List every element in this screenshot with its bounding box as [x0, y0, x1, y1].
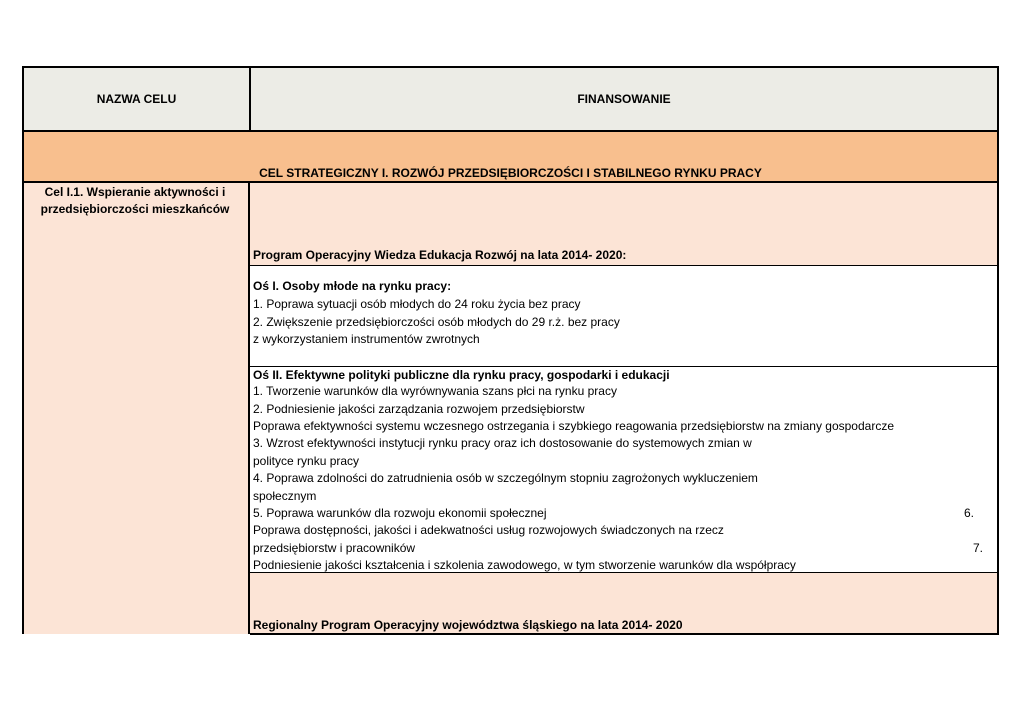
axis-2-line-6: 4. Poprawa zdolności do zatrudnienia osób w szczególnym stopniu zagrożonych wykluczeniem [253, 471, 758, 485]
axis-1-cell [250, 266, 999, 367]
goal-name-line-1: Cel I.1. Wspieranie aktywności i [44, 185, 226, 199]
goal-name-line-2: przedsiębiorczości mieszkańców [40, 202, 230, 216]
axis-1-title: Oś I. Osoby młode na rynku pracy: [253, 279, 452, 293]
goal-cell [22, 183, 250, 634]
axis-2-line-2: 2. Podniesienie jakości zarządzania rozwojem przedsiębiorstw [253, 402, 585, 416]
axis-2-line-11: Podniesienie jakości kształcenia i szkolenia zawodowego, w tym stworzenie warunków dla współpracy [253, 558, 796, 572]
header-cell-name [22, 66, 251, 132]
axis-2-line-5: polityce rynku pracy [253, 454, 360, 468]
axis-2-number-7: 7. [973, 541, 984, 555]
axis-2-line-1: 1. Tworzenie warunków dla wyrównywania szans płci na rynku pracy [253, 384, 617, 398]
axis-2-title: Oś II. Efektywne polityki publiczne dla rynku pracy, gospodarki i edukacji [253, 368, 670, 382]
axis-2-number-6: 6. [964, 506, 975, 520]
program-power-title: Program Operacyjny Wiedza Edukacja Rozwój na lata 2014- 2020: [253, 248, 627, 262]
strategic-goal-row [22, 130, 999, 183]
axis-2-line-8: 5. Poprawa warunków dla rozwoju ekonomii społecznej [253, 506, 547, 520]
header-financing-label: FINANSOWANIE [577, 92, 671, 106]
program-rpo-cell [250, 573, 999, 635]
axis-2-line-9: Poprawa dostępności, jakości i adekwatności usług rozwojowych świadczonych na rzecz [253, 523, 724, 537]
left-border [22, 183, 24, 634]
strategic-goal-title: CEL STRATEGICZNY I. ROZWÓJ PRZEDSIĘBIORCZOŚCI I STABILNEGO RYNKU PRACY [259, 166, 762, 180]
axis-1-line-2: 2. Zwiększenie przedsiębiorczości osób młodych do 29 r.ż. bez pracy [253, 315, 620, 329]
program-power-cell [250, 183, 999, 266]
axis-2-line-10: przedsiębiorstw i pracowników [253, 541, 416, 555]
header-name-label: NAZWA CELU [96, 92, 177, 106]
header-cell-financing [249, 66, 999, 132]
axis-1-line-3: z wykorzystaniem instrumentów zwrotnych [253, 332, 480, 346]
axis-1-line-1: 1. Poprawa sytuacji osób młodych do 24 roku życia bez pracy [253, 297, 581, 311]
axis-2-line-4: 3. Wzrost efektywności instytucji rynku pracy oraz ich dostosowanie do systemowych zmian w [253, 436, 752, 450]
axis-2-cell [250, 367, 999, 573]
program-rpo-title: Regionalny Program Operacyjny województwa śląskiego na lata 2014- 2020 [253, 618, 683, 632]
axis-2-line-7: społecznym [253, 489, 317, 503]
axis-2-line-3: Poprawa efektywności systemu wczesnego ostrzegania i szybkiego reagowania przedsiębiorstw na zmiany gospodarcze [253, 419, 894, 433]
